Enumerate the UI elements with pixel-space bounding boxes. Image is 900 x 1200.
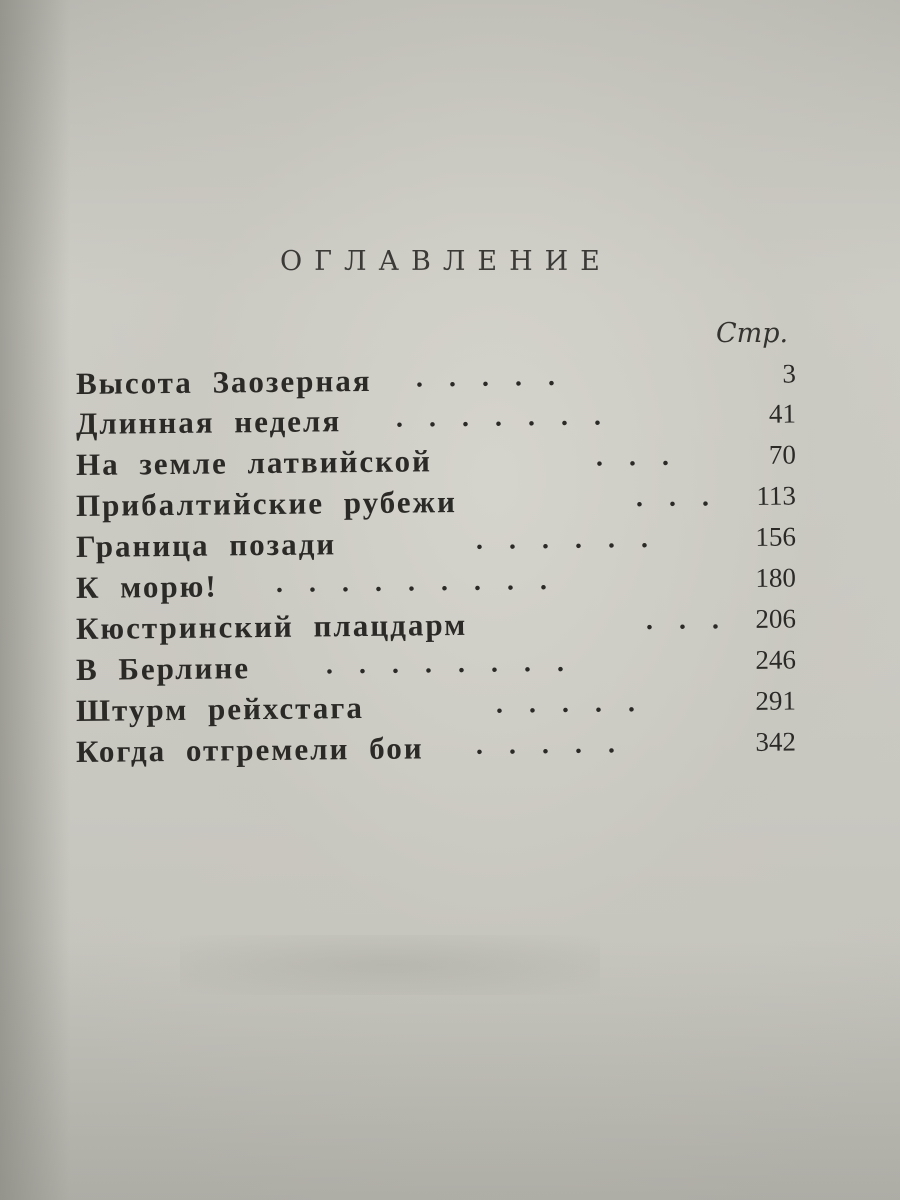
toc-entry xyxy=(76,685,796,733)
dot-leader: ... xyxy=(645,603,746,637)
page-title: ОГЛАВЛЕНИЕ xyxy=(280,246,612,277)
toc-entry-title: Граница позади xyxy=(75,526,337,564)
toc-entry xyxy=(76,644,796,692)
dot-leader: ...... xyxy=(475,522,675,556)
toc-entry-page: 156 xyxy=(755,521,797,552)
toc-entry xyxy=(76,603,796,651)
toc-entry-page: 246 xyxy=(755,644,797,675)
toc-entry-title: Кюстринский плацдарм xyxy=(75,606,468,646)
toc-entry xyxy=(76,439,796,487)
dot-leader: ....... xyxy=(395,400,628,434)
toc-entry-title: В Берлине xyxy=(75,650,251,687)
toc-entry-title: Высота Заозерная xyxy=(75,362,372,401)
dot-leader: ... xyxy=(635,481,736,514)
toc-entry xyxy=(76,521,796,569)
toc-entry-page: 41 xyxy=(768,398,797,429)
toc-entry-title: Длинная неделя xyxy=(75,403,342,441)
toc-entry-title: Прибалтийские рубежи xyxy=(75,484,458,523)
toc-entry-title: К морю! xyxy=(75,568,218,605)
toc-entry xyxy=(76,480,796,528)
toc-entry-page: 206 xyxy=(755,603,797,634)
dot-leader: ..... xyxy=(495,686,662,720)
paper-smudge xyxy=(180,935,600,995)
toc-entry-page: 342 xyxy=(755,726,797,757)
dot-leader: ......... xyxy=(275,564,574,599)
toc-entry xyxy=(76,726,796,774)
dot-leader: ........ xyxy=(325,646,591,681)
toc-entry-page: 113 xyxy=(756,480,797,511)
toc-entry-page: 70 xyxy=(768,439,797,470)
toc-entry-page: 291 xyxy=(755,685,797,716)
dot-leader: ... xyxy=(595,440,696,473)
page-column-label: Стр. xyxy=(716,318,789,349)
toc-entry-title: Штурм рейхстага xyxy=(75,689,365,728)
toc-entry xyxy=(76,562,796,610)
toc-entry-title: На земле латвийской xyxy=(75,443,433,482)
dot-leader: ..... xyxy=(475,728,642,761)
toc-entry-page: 180 xyxy=(755,562,797,593)
toc-entry-page: 3 xyxy=(782,358,797,389)
dot-leader: ..... xyxy=(415,360,582,394)
toc-entry xyxy=(76,398,796,446)
toc-entry-title: Когда отгремели бои xyxy=(75,730,424,769)
